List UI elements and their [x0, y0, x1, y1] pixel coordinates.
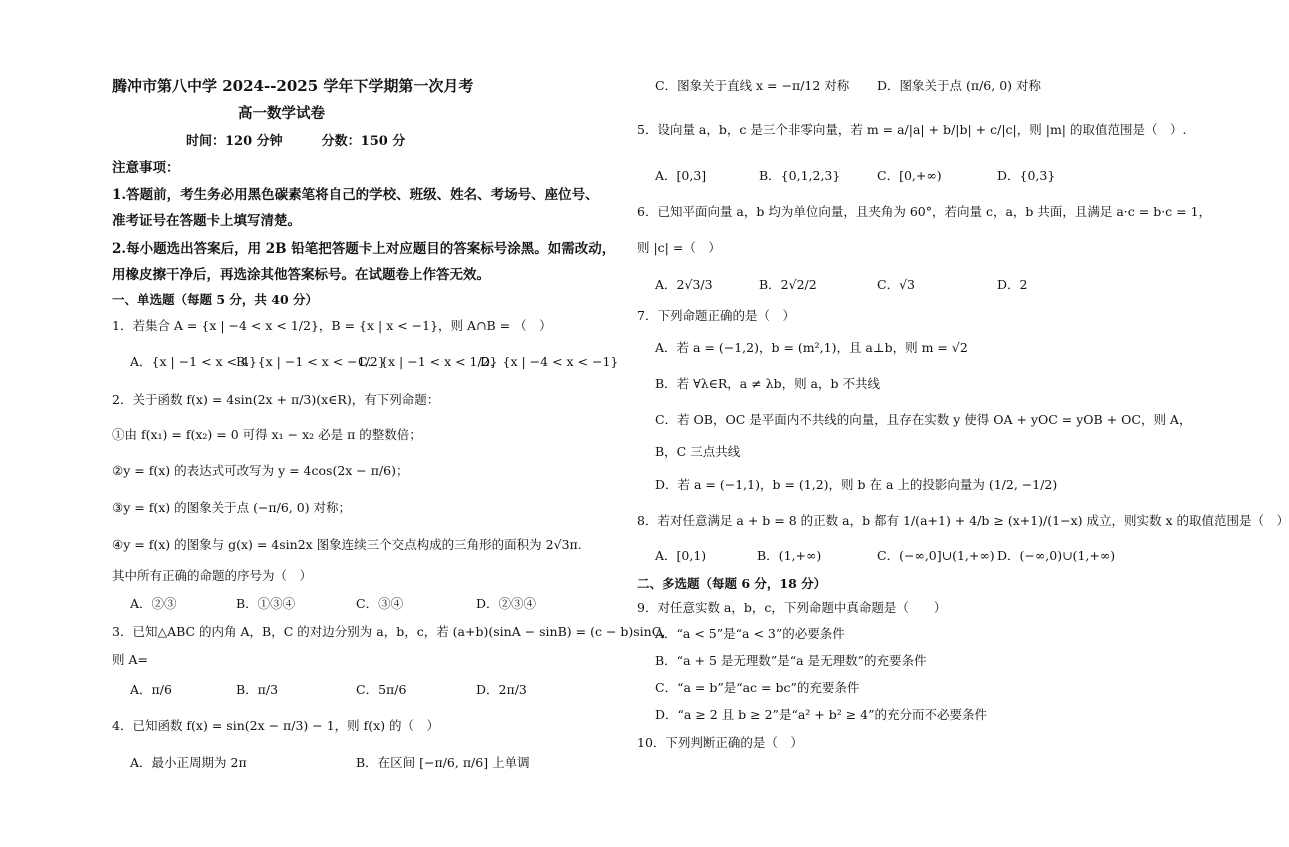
question-8-option-b: B．(1,+∞)	[757, 548, 822, 563]
question-3-option-c: C．5π/6	[356, 682, 407, 697]
question-2-item-3: ③y = f(x) 的图象关于点 (−π/6, 0) 对称；	[112, 500, 352, 515]
question-6-option-b: B．2√2/2	[759, 277, 817, 292]
question-5-option-d: D．{0,3}	[997, 168, 1056, 183]
question-7-option-a: A．若 a = (−1,2)，b = (m²,1)，且 a⊥b，则 m = √2	[655, 340, 968, 355]
notes-title: 注意事项：	[112, 160, 180, 176]
time-score: 时间：120 分钟 分数：150 分	[186, 134, 406, 149]
question-3-option-d: D．2π/3	[476, 682, 527, 697]
question-5-option-b: B．{0,1,2,3}	[759, 168, 841, 183]
question-2-option-b: B．①③④	[236, 596, 296, 611]
question-6-option-c: C．√3	[877, 277, 915, 292]
exam-title: 腾冲市第八中学 2024--2025 学年下学期第一次月考	[112, 77, 474, 95]
left-column	[112, 0, 674, 847]
question-2-option-d: D．②③④	[476, 596, 537, 611]
question-9-option-c: C．“a = b”是“ac = bc”的充要条件	[655, 680, 860, 695]
note-line: 1.答题前，考生务必用黑色碳素笔将自己的学校、班级、姓名、考场号、座位号、	[112, 187, 599, 203]
question-5-option-c: C．[0,+∞)	[877, 168, 942, 183]
question-8-option-a: A．[0,1)	[655, 548, 707, 563]
question-1-option-a: A．{x | −1 < x < 4}	[130, 354, 257, 369]
question-7-stem: 7．下列命题正确的是（ ）	[637, 308, 795, 323]
question-1-option-c: C．{x | −1 < x < 1/2}	[358, 354, 498, 369]
question-4-option-a: A．最小正周期为 2π	[130, 755, 247, 770]
question-7-option-c-cont: B，C 三点共线	[655, 444, 741, 459]
question-4-option-d: D．图象关于点 (π/6, 0) 对称	[877, 78, 1042, 93]
question-2-option-c: C．③④	[356, 596, 404, 611]
question-8-stem: 8．若对任意满足 a + b = 8 的正数 a，b 都有 1/(a+1) + 4/b ≥ (x+1)/(1−x) 成立，则实数 x 的取值范围是（ ）	[637, 513, 1289, 528]
question-9-option-d: D．“a ≥ 2 且 b ≥ 2”是“a² + b² ≥ 4”的充分而不必要条件	[655, 707, 988, 722]
question-8-option-c: C．(−∞,0]∪(1,+∞)	[877, 548, 995, 563]
question-4-stem: 4．已知函数 f(x) = sin(2x − π/3) − 1，则 f(x) 的（ ）	[112, 718, 440, 733]
question-2-stem: 2．关于函数 f(x) = 4sin(2x + π/3)(x∈R)，有下列命题：	[112, 392, 440, 407]
question-4-option-b: B．在区间 [−π/6, π/6] 上单调	[356, 755, 530, 770]
section-multiple-choice: 二、多选题（每题 6 分，18 分）	[637, 576, 827, 591]
right-column	[637, 0, 1289, 847]
question-2-option-a: A．②③	[130, 596, 177, 611]
note-line: 准考证号在答题卡上填写清楚。	[112, 213, 301, 229]
question-6-option-d: D．2	[997, 277, 1028, 292]
question-5-option-a: A．[0,3]	[655, 168, 707, 183]
question-1-option-d: D．{x | −4 < x < −1}	[480, 354, 619, 369]
question-9-stem: 9．对任意实数 a，b，c，下列命题中真命题是（ ）	[637, 600, 947, 615]
question-3-option-b: B．π/3	[236, 682, 279, 697]
question-8-option-d: D．(−∞,0)∪(1,+∞)	[997, 548, 1116, 563]
note-line: 2.每小题选出答案后，用 2B 铅笔把答题卡上对应题目的答案标号涂黑。如需改动，	[112, 241, 616, 257]
exam-subtitle: 高一数学试卷	[238, 105, 325, 122]
question-9-option-a: A．“a < 5”是“a < 3”的必要条件	[655, 626, 845, 641]
question-5-stem: 5．设向量 a，b，c 是三个非零向量，若 m = a/|a| + b/|b| + c/|c|，则 |m| 的取值范围是（ ）.	[637, 122, 1187, 137]
note-line: 用橡皮擦干净后，再选涂其他答案标号。在试题卷上作答无效。	[112, 267, 490, 283]
question-6-stem-cont: 则 |c| =（ ）	[637, 240, 721, 255]
question-1-option-b: B．{x | −1 < x < −1/2}	[236, 354, 386, 369]
question-9-option-b: B．“a + 5 是无理数”是“a 是无理数”的充要条件	[655, 653, 927, 668]
question-3-stem: 3．已知△ABC 的内角 A，B，C 的对边分别为 a，b，c，若 (a+b)(sinA − sinB) = (c − b)sinC，	[112, 624, 674, 639]
question-3-stem-cont: 则 A=	[112, 652, 148, 667]
question-7-option-c: C．若 OB，OC 是平面内不共线的向量，且存在实数 y 使得 OA + yOC = yOB + OC，则 A，	[655, 412, 1192, 427]
question-4-option-c: C．图象关于直线 x = −π/12 对称	[655, 78, 850, 93]
question-10-stem: 10．下列判断正确的是（ ）	[637, 735, 803, 750]
question-2-item-4: ④y = f(x) 的图象与 g(x) = 4sin2x 图象连续三个交点构成的三角形的面积为 2√3π.	[112, 537, 582, 552]
question-2-item-2: ②y = f(x) 的表达式可改写为 y = 4cos(2x − π/6)；	[112, 463, 409, 478]
question-3-option-a: A．π/6	[130, 682, 172, 697]
question-2-ask: 其中所有正确的命题的序号为（ ）	[112, 568, 313, 583]
section-single-choice: 一、单选题（每题 5 分，共 40 分）	[112, 292, 319, 307]
question-2-item-1: ①由 f(x₁) = f(x₂) = 0 可得 x₁ − x₂ 必是 π 的整数倍；	[112, 427, 422, 442]
question-7-option-d: D．若 a = (−1,1)，b = (1,2)，则 b 在 a 上的投影向量为 (1/2, −1/2)	[655, 477, 1058, 492]
question-6-option-a: A．2√3/3	[655, 277, 713, 292]
question-7-option-b: B．若 ∀λ∈R，a ≠ λb，则 a，b 不共线	[655, 376, 880, 391]
question-6-stem: 6．已知平面向量 a，b 均为单位向量，且夹角为 60°，若向量 c，a，b 共面，且满足 a·c = b·c = 1，	[637, 204, 1212, 219]
question-1-stem: 1．若集合 A = {x | −4 < x < 1/2}，B = {x | x < −1}，则 A∩B = （ ）	[112, 318, 552, 333]
